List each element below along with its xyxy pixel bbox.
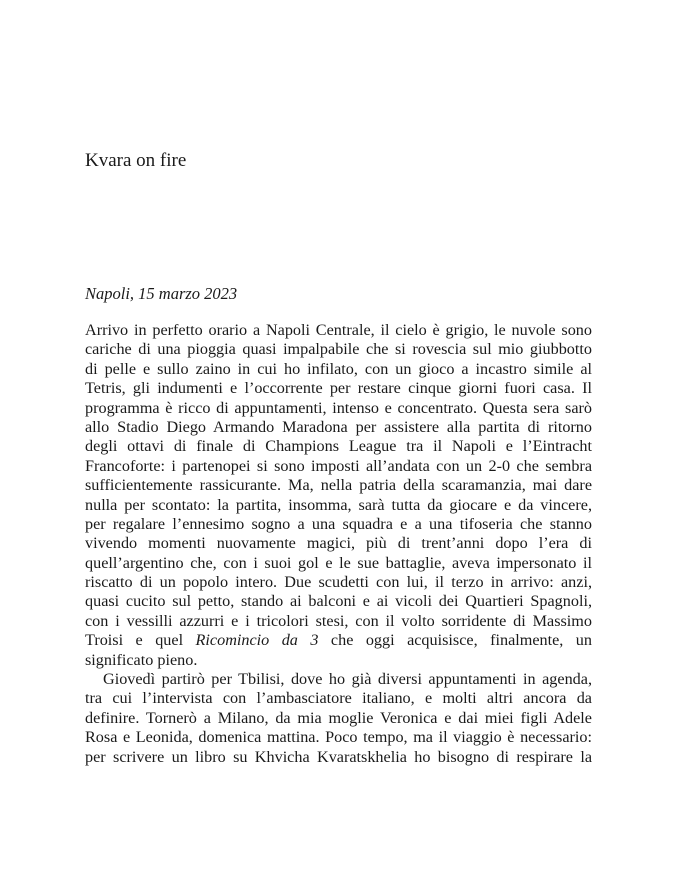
text-line: Arrivo in perfetto orario a Napoli Centrale, il cielo è grigio, le nuvole sono <box>85 321 592 339</box>
paragraph-1 <box>85 321 592 670</box>
text-line: di pelle e sullo zaino in cui ho infilato, con un gioco a incastro simile al <box>85 359 592 378</box>
text-line: allo Stadio Diego Armando Maradona per assistere alla partita di ritorno <box>85 417 592 436</box>
dateline: Napoli, 15 marzo 2023 <box>85 284 238 303</box>
text-line: con i vessilli azzurri e i tricolori stesi, con il volto sorridente di Massimo <box>85 611 592 630</box>
text-line: nulla per scontato: la partita, insomma, sarà tutta da giocare e da vincere, <box>85 495 592 514</box>
film-title: Ricomincio da 3 <box>195 631 319 650</box>
text-line: cariche di una pioggia quasi impalpabile che si rovescia sul mio giubbotto <box>85 340 592 359</box>
text-line: tra cui l’intervista con l’ambasciatore italiano, e molti altri ancora da <box>85 689 592 708</box>
text-line: Tetris, gli indumenti e l’occorrente per restare cinque giorni fuori casa. Il <box>85 379 592 398</box>
text-line: programma è ricco di appuntamenti, intenso e concentrato. Questa sera sarò <box>85 398 592 417</box>
text-line: per scrivere un libro su Khvicha Kvaratskhelia ho bisogno di respirare la <box>85 747 592 766</box>
text-line: quasi cucito sul petto, stando ai balconi e ai vicoli dei Quartieri Spagnoli, <box>85 592 592 611</box>
text-fragment: Troisi e quel <box>85 631 196 650</box>
text-line: per regalare l’ennesimo sogno a una squadra e a una tifoseria che stanno <box>85 514 592 533</box>
text-line: quell’argentino che, con i suoi gol e le sue battaglie, aveva impersonato il <box>85 553 592 572</box>
text-line: significato pieno. <box>85 650 198 669</box>
body-text <box>85 321 592 767</box>
text-line: degli ottavi di finale di Champions League tra il Napoli e l’Eintracht <box>85 437 592 456</box>
text-line: sufficientemente rassicurante. Ma, nella patria della scaramanzia, mai dare <box>85 476 592 495</box>
chapter-title: Kvara on fire <box>85 150 187 171</box>
text-line: definire. Tornerò a Milano, da mia moglie Veronica e dai miei figli Adele <box>85 708 592 727</box>
text-line: vivendo momenti nuovamente magici, più di trent’anni dopo l’era di <box>85 534 592 553</box>
text-line: Francoforte: i partenopei si sono imposti all’andata con un 2-0 che sembra <box>85 456 592 475</box>
text-line: Rosa e Leonida, domenica mattina. Poco tempo, ma il viaggio è necessario: <box>85 728 592 747</box>
text-line: Giovedì partirò per Tbilisi, dove ho già diversi appuntamenti in agenda, <box>103 670 592 689</box>
text-line: riscatto di un popolo intero. Due scudetti con lui, il terzo in arrivo: anzi, <box>85 573 592 592</box>
text-fragment: che oggi acquisisce, finalmente, un <box>318 631 592 650</box>
text-line-with-title <box>85 631 592 650</box>
paragraph-2 <box>85 670 592 767</box>
